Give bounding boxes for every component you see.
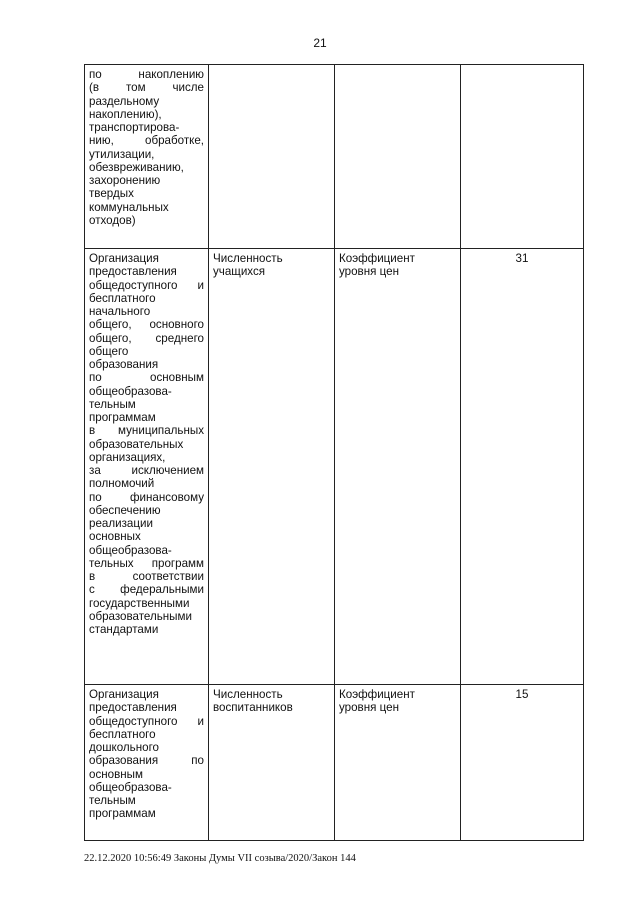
cell-text-line: реализации [89, 517, 153, 530]
cell-text-line: отходов) [89, 213, 136, 227]
cell-text-line: образования [89, 358, 159, 371]
cell-text-line: за исключением [89, 464, 204, 477]
cell-text-line: коммунальных [89, 200, 169, 214]
cell-text-line: полномочий [89, 477, 155, 491]
authority-cell [85, 249, 209, 685]
cell-text-line: общего, основного [89, 318, 204, 332]
cell-text-line: общеобразова- [89, 384, 172, 398]
cell-text-line: бесплатного [89, 291, 156, 305]
cell-text-line: накоплению), [89, 107, 162, 121]
cell-text-line: начального [89, 305, 151, 318]
page-number: 21 [313, 36, 327, 50]
cell-text-line: общедоступного и [89, 714, 204, 728]
cell-text-line: по основным [89, 371, 204, 385]
coefficient-cell [335, 249, 461, 685]
cell-text-line: с федеральными [89, 583, 204, 597]
cell-text-line: раздельному [89, 94, 160, 108]
cell-text-line: транспортирова- [89, 121, 180, 134]
cell-text-line: основных [89, 530, 141, 544]
law-table [84, 64, 584, 841]
cell-text-line: стандартами [89, 623, 159, 636]
cell-text-line: Коэффициент [339, 252, 415, 265]
cell-text-line: Коэффициент [339, 688, 415, 701]
cell-text-line: утилизации, [89, 147, 155, 161]
cell-text-line: (в том числе [89, 81, 204, 95]
cell-text-line: программам [89, 807, 156, 821]
cell-text-line: тельным [89, 397, 136, 411]
value-cell: 15 [461, 685, 584, 841]
cell-text-line: основным [89, 767, 143, 781]
authority-cell [85, 685, 209, 841]
cell-text-line: твердых [89, 187, 134, 201]
cell-text-line: общеобразова- [89, 780, 172, 794]
cell-text-line: по накоплению [89, 68, 204, 81]
cell-text-line: программам [89, 411, 156, 424]
cell-text-line: тельным [89, 794, 136, 807]
value-cell [461, 65, 584, 249]
cell-text-line: Численность [213, 688, 283, 701]
cell-text-line: дошкольного [89, 741, 159, 754]
cell-text-line: в муниципальных [89, 424, 204, 438]
cell-text-line: бесплатного [89, 727, 156, 741]
cell-text-line: общеобразова- [89, 543, 172, 557]
coefficient-cell [335, 685, 461, 841]
cell-text-line: обеспечению [89, 503, 161, 517]
cell-text-line: уровня цен [339, 265, 399, 279]
cell-text-line: Организация [89, 252, 159, 265]
cell-text-line: Численность [213, 252, 283, 265]
cell-text-line: воспитанников [213, 701, 293, 715]
cell-text-line: предоставления [89, 701, 177, 715]
value-cell: 31 [461, 249, 584, 685]
cell-text-line: захоронению [89, 174, 161, 187]
table-row [85, 249, 584, 685]
cell-text-line: учащихся [213, 265, 266, 279]
table-row [85, 65, 584, 249]
document-footer: 22.12.2020 10:56:49 Законы Думы VII созыва/2020/Закон 144 [84, 853, 356, 864]
indicator-cell [209, 249, 335, 685]
cell-text-line: Организация [89, 688, 159, 701]
cell-text-line: образовательными [89, 609, 192, 623]
cell-text-line: общедоступного и [89, 278, 204, 292]
indicator-cell [209, 685, 335, 841]
cell-text-line: уровня цен [339, 701, 399, 715]
cell-text-line: образовательных [89, 437, 184, 451]
table-row [85, 685, 584, 841]
authority-cell [85, 65, 209, 249]
cell-text-line: организациях, [89, 450, 166, 464]
cell-text-line: общего [89, 344, 129, 358]
coefficient-cell [335, 65, 461, 249]
cell-text-line: государственными [89, 596, 190, 610]
cell-text-line: по финансовому [89, 490, 204, 504]
cell-text-line: в соответствии [89, 570, 204, 583]
cell-text-line: тельных программ [89, 556, 204, 570]
cell-text-line: образования по [89, 754, 204, 768]
cell-text-line: нию, обработке, [89, 134, 204, 148]
cell-text-line: общего, среднего [89, 331, 204, 345]
cell-text-line: обезвреживанию, [89, 160, 184, 174]
cell-text-line: предоставления [89, 265, 177, 279]
indicator-cell [209, 65, 335, 249]
